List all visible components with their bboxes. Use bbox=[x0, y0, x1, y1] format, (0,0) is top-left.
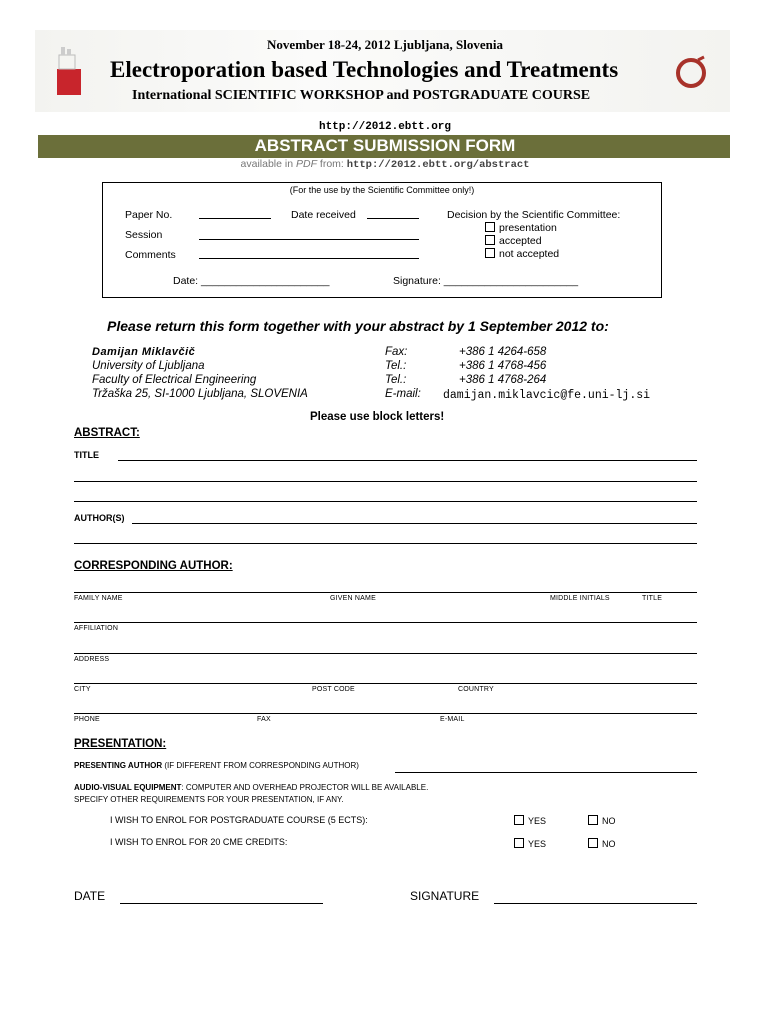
city-field[interactable] bbox=[74, 683, 697, 684]
date-label: DATE bbox=[74, 889, 106, 903]
presentation-heading: PRESENTATION: bbox=[74, 738, 167, 750]
email-value[interactable]: damijan.miklavcic@fe.uni-lj.si bbox=[443, 389, 651, 402]
checkbox-icon[interactable] bbox=[485, 248, 495, 258]
title-sub-label: TITLE bbox=[642, 595, 663, 602]
family-name-label: FAMILY NAME bbox=[74, 595, 123, 602]
form-title: ABSTRACT SUBMISSION FORM bbox=[254, 136, 516, 155]
available-pdf: PDF bbox=[295, 158, 317, 170]
av-equipment-label bbox=[74, 783, 428, 792]
corresponding-heading: CORRESPONDING AUTHOR: bbox=[74, 560, 233, 572]
affiliation-field[interactable] bbox=[74, 622, 697, 623]
title-field-line[interactable] bbox=[74, 501, 697, 502]
city-label: CITY bbox=[74, 686, 91, 693]
decision-label: Decision by the Scientific Committee: bbox=[447, 209, 621, 221]
decision-option-not-accepted[interactable]: not accepted bbox=[485, 248, 559, 260]
enrol-course-no[interactable]: NO bbox=[588, 815, 616, 826]
decision-option-accepted[interactable]: accepted bbox=[485, 235, 542, 247]
authors-field[interactable] bbox=[132, 523, 697, 524]
available-from: from: bbox=[319, 158, 344, 170]
fax-sub-label: FAX bbox=[257, 716, 271, 723]
affiliation-label: AFFILIATION bbox=[74, 625, 119, 632]
date-received-field[interactable] bbox=[367, 218, 419, 219]
presenting-author-note: (IF DIFFERENT FROM CORRESPONDING AUTHOR) bbox=[164, 761, 359, 770]
title-field-line[interactable] bbox=[74, 481, 697, 482]
phone-label: PHONE bbox=[74, 716, 100, 723]
av-equipment-note: : COMPUTER AND OVERHEAD PROJECTOR WILL BE AVAILABLE. bbox=[181, 783, 429, 792]
decision-option-presentation[interactable]: presentation bbox=[485, 222, 557, 234]
tel-label: Tel.: bbox=[385, 360, 407, 372]
address-field[interactable] bbox=[74, 653, 697, 654]
checkbox-icon[interactable] bbox=[514, 815, 524, 825]
email-sub-label: E-MAIL bbox=[440, 716, 465, 723]
contact-address-line: Tržaška 25, SI-1000 Ljubljana, SLOVENIA bbox=[92, 388, 308, 400]
pdf-availability bbox=[0, 158, 770, 171]
checkbox-icon[interactable] bbox=[588, 838, 598, 848]
middle-initials-label: MIDDLE INITIALS bbox=[550, 595, 610, 602]
event-dates: November 18-24, 2012 Ljubljana, Slovenia bbox=[267, 37, 503, 52]
title-field[interactable] bbox=[118, 460, 697, 461]
pdf-url[interactable]: http://2012.ebtt.org/abstract bbox=[346, 159, 530, 171]
session-label: Session bbox=[125, 229, 163, 241]
post-code-label: POST CODE bbox=[312, 686, 355, 693]
authors-label: AUTHOR(S) bbox=[74, 513, 125, 523]
fax-value: +386 1 4264-658 bbox=[459, 346, 547, 358]
enrol-cme-label: I WISH TO ENROL FOR 20 CME CREDITS: bbox=[110, 837, 288, 847]
date-received-label: Date received bbox=[291, 209, 356, 221]
committee-signature[interactable]: Signature: _______________________ bbox=[393, 275, 579, 287]
presenting-author-label bbox=[74, 761, 359, 770]
paper-no-field[interactable] bbox=[199, 218, 271, 219]
tel-label: Tel.: bbox=[385, 374, 407, 386]
logo-ring-icon bbox=[672, 55, 712, 91]
email-label: E-mail: bbox=[385, 388, 421, 400]
return-heading: Please return this form together with your abstract by 1 September 2012 to: bbox=[107, 318, 609, 334]
comments-label: Comments bbox=[125, 249, 176, 261]
paper-no-label: Paper No. bbox=[125, 209, 173, 221]
phone-field[interactable] bbox=[74, 713, 697, 714]
website-url[interactable]: http://2012.ebtt.org bbox=[318, 121, 452, 133]
contact-address-line: Faculty of Electrical Engineering bbox=[92, 374, 257, 386]
checkbox-icon[interactable] bbox=[514, 838, 524, 848]
available-prefix: available in bbox=[240, 158, 294, 170]
fax-label: Fax: bbox=[385, 346, 408, 358]
name-field[interactable] bbox=[74, 592, 697, 593]
contact-address-line: University of Ljubljana bbox=[92, 360, 205, 372]
checkbox-icon[interactable] bbox=[485, 235, 495, 245]
tel-value: +386 1 4768-456 bbox=[459, 360, 547, 372]
session-field[interactable] bbox=[199, 239, 419, 240]
signature-label: SIGNATURE bbox=[410, 889, 480, 903]
committee-note: (For the use by the Scientific Committee only!) bbox=[289, 185, 475, 195]
checkbox-icon[interactable] bbox=[588, 815, 598, 825]
enrol-cme-yes[interactable]: YES bbox=[514, 838, 546, 849]
abstract-heading: ABSTRACT: bbox=[74, 427, 140, 439]
checkbox-icon[interactable] bbox=[485, 222, 495, 232]
address-label: ADDRESS bbox=[74, 656, 110, 663]
presenting-author-bold: PRESENTING AUTHOR bbox=[74, 761, 163, 770]
committee-date[interactable]: Date: ______________________ bbox=[173, 275, 330, 287]
av-equipment-bold: AUDIO-VISUAL EQUIPMENT bbox=[74, 783, 182, 792]
authors-field-line[interactable] bbox=[74, 543, 697, 544]
signature-field[interactable] bbox=[494, 903, 697, 904]
given-name-label: GIVEN NAME bbox=[330, 595, 376, 602]
contact-name: Damijan Miklavčič bbox=[92, 346, 196, 358]
block-letters-note: Please use block letters! bbox=[310, 411, 445, 423]
av-equipment-line2: SPECIFY OTHER REQUIREMENTS FOR YOUR PRESENTATION, IF ANY. bbox=[74, 795, 344, 804]
presenting-author-field[interactable] bbox=[395, 772, 697, 773]
logo-tower-icon bbox=[55, 45, 85, 100]
country-label: COUNTRY bbox=[458, 686, 494, 693]
enrol-cme-no[interactable]: NO bbox=[588, 838, 616, 849]
comments-field[interactable] bbox=[199, 258, 419, 259]
enrol-course-label: I WISH TO ENROL FOR POSTGRADUATE COURSE (5 ECTS): bbox=[110, 815, 368, 825]
tel-value: +386 1 4768-264 bbox=[459, 374, 547, 386]
date-field[interactable] bbox=[120, 903, 323, 904]
event-title: Electroporation based Technologies and Treatments bbox=[110, 57, 619, 82]
title-label: TITLE bbox=[74, 450, 99, 460]
enrol-course-yes[interactable]: YES bbox=[514, 815, 546, 826]
event-subtitle: International SCIENTIFIC WORKSHOP and POSTGRADUATE COURSE bbox=[132, 88, 591, 103]
